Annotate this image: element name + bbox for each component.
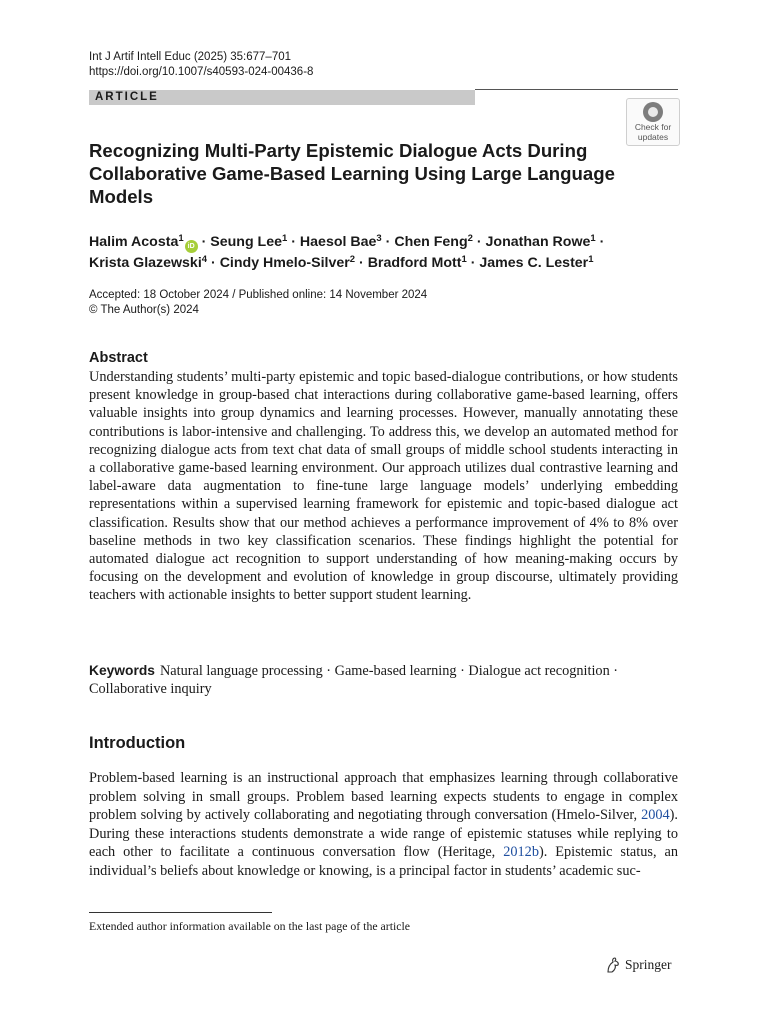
author-list: Halim Acosta$^1$iD · Seung Lee$^1$ · Haesol Bae$^3$ · Chen Feng$^2$ · Jonathan Rowe$^1$ · Krista Glazewski$^4$ · Cindy Hmelo-Silver$^2$ · Bradford Mott$^1$ · James C. Lester$^1$ [89,233,605,271]
article-title: Recognizing Multi-Party Epistemic Dialogue Acts During Collaborative Game-Based Learning Using Large Language Models [89,140,615,207]
author-affiliation: 1 [588,254,594,265]
copyright-line: © The Author(s) 2024 [89,304,199,316]
author-affiliation: 1 [178,233,184,244]
article-type-bar [89,90,475,105]
orcid-icon[interactable]: iD [185,240,198,253]
author-name[interactable]: Bradford Mott [367,255,462,271]
header-rule [475,89,678,90]
author-affiliation: 1 [461,254,467,265]
keywords-label: Keywords [89,663,155,678]
author-name[interactable]: Chen Feng [394,234,468,250]
abstract-text: Understanding students’ multi-party epistemic and topic based-dialogue contributions, or how students present knowledge in group-based chat interactions during collaborative game-based learning, offers valuable insights into group dynamics and learning processes. However, manually annotating these contributions is labor-intensive and challenging. To address this, we develop an automated method for recognizing dialogue acts from text chat data of small groups of middle school students interacting in a collaborative game-based learning environment. Our approach utilizes dual contrastive learning and label-aware data augmentation to fine-tune large language models’ underlying embedding representations within a supervised learning framework for epistemic and topic-based dialogue act classification. Results show that our method achieves a performance improvement of 4% to 8% over baseline methods in two key classification scenarios. These findings highlight the potential for automated dialogue act recognition to support understanding of how meaning-making occurs by focusing on the development and evolution of knowledge in group discourse, ultimately providing teachers with actionable insights to better support student learning. [89,369,678,604]
author-affiliation: 2 [349,254,356,265]
author-name[interactable]: Jonathan Rowe [485,234,591,250]
article-type-label: ARTICLE [95,91,159,103]
abstract-heading: Abstract [89,350,148,366]
author-name[interactable]: Seung Lee [210,234,283,250]
author-affiliation: 3 [376,233,382,244]
intro-text-part: ). During these interactions students demonstrate a wide range of epistemic statuses while replying to each other to facilitate a continuous conversation flow (Heritage, [89,807,678,860]
keywords-text: Natural language processing · Game-based learning · Dialogue act recognition · Collaborative inquiry [89,663,619,698]
footnote: Extended author information available on the last page of the article [89,919,411,933]
introduction-text [89,769,678,880]
author-name[interactable]: Krista Glazewski [89,255,202,271]
author-affiliation: 2 [467,233,473,244]
intro-text-part: Problem-based learning is an instructional approach that emphasizes learning through collaborative problem solving in small groups. Problem based learning expects students to engage in complex problem solving by actively collaborating and negotiating through conversation (Hmelo-Silver, [89,770,678,823]
author-affiliation: 1 [282,233,288,244]
intro-text-part: ). Epistemic status, an individual’s beliefs about knowledge or knowing, is a principal factor in students’ academic suc- [89,844,678,879]
doi-link[interactable]: https://doi.org/10.1007/s40593-024-00436-8 [89,66,314,78]
journal-header [89,50,313,80]
author-name[interactable]: Halim Acosta [89,234,179,250]
footnote-rule [89,912,272,913]
introduction-heading: Introduction [89,734,186,752]
publisher-name: Springer [625,957,672,972]
publication-dates [89,288,427,318]
author-name[interactable]: James C. Lester [479,255,589,271]
citation-link[interactable]: 2012b [503,844,539,860]
author-name[interactable]: Cindy Hmelo-Silver [219,255,350,271]
accepted-published-line: Accepted: 18 October 2024 / Published online: 14 November 2024 [89,289,428,301]
author-affiliation: 1 [590,233,596,244]
citation-link[interactable]: 2004 [641,807,670,823]
crossmark-icon [643,102,663,122]
springer-horse-icon [604,956,622,974]
journal-citation: Int J Artif Intell Educ (2025) 35:677–701 [89,51,292,63]
author-name[interactable]: Haesol Bae [299,234,377,250]
check-for-updates-label: Check for updates [634,122,672,142]
author-affiliation: 4 [201,254,208,265]
keywords [89,662,679,698]
